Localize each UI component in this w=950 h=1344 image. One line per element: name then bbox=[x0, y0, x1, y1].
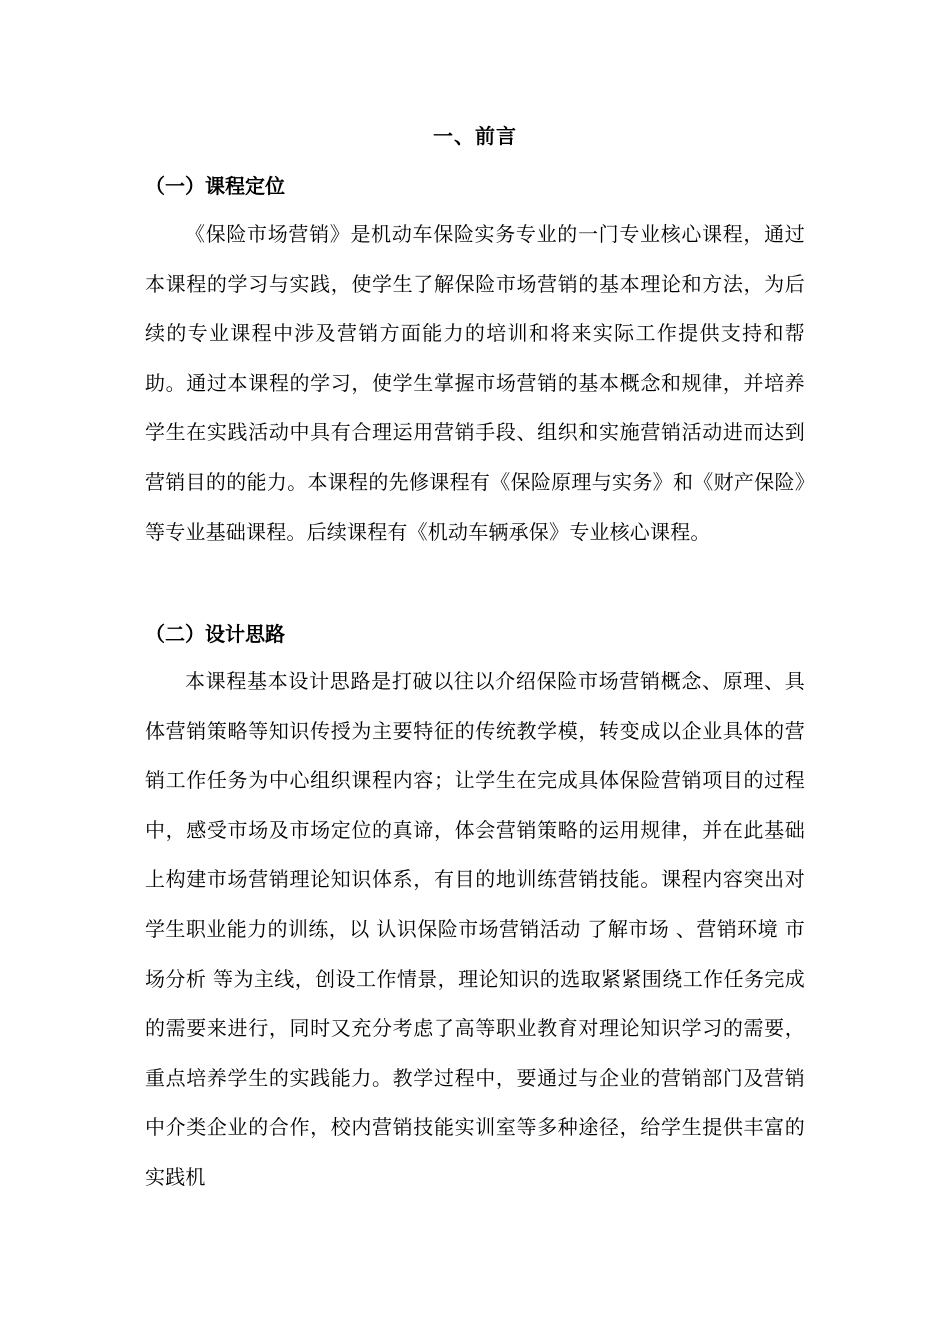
section-paragraph-course-positioning: 《保险市场营销》是机动车保险实务专业的一门专业核心课程，通过本课程的学习与实践，使学生了解保险市场营销的基本理论和方法，为后续的专业课程中涉及营销方面能力的培训和将来实际工作提供支持和帮助。通过本课程的学习，使学生掌握市场营销的基本概念和规律，并培养学生在实践活动中具有合理运用营销手段、组织和实施营销活动进而达到营销目的的能力。本课程的先修课程有《保险原理与实务》和《财产保险》等专业基础课程。后续课程有《机动车辆承保》专业核心课程。 bbox=[145, 222, 805, 544]
section-paragraph-design-idea: 本课程基本设计思路是打破以往以介绍保险市场营销概念、原理、具体营销策略等知识传授为主要特征的传统教学模，转变成以企业具体的营销工作任务为中心组织课程内容；让学生在完成具体保险营销项目的过程中，感受市场及市场定位的真谛，体会营销策略的运用规律，并在此基础上构建市场营销理论知识体系，有目的地训练营销技能。课程内容突出对学生职业能力的训练，以 认识保险市场营销活动 了解市场 、营销环境 市场分析 等为主线，创设工作情景，理论知识的选取紧紧围绕工作任务完成的需要来进行，同时又充分考虑了高等职业教育对理论知识学习的需要，重点培养学生的实践能力。教学过程中，要通过与企业的营销部门及营销中介类企业的合作，校内营销技能实训室等多种途径，给学生提供丰富的实践机 bbox=[145, 669, 805, 1189]
page-title: 一、前言 bbox=[433, 124, 517, 148]
section-heading-design-idea: （二）设计思路 bbox=[145, 622, 285, 646]
section-heading-course-positioning: （一）课程定位 bbox=[145, 174, 285, 198]
